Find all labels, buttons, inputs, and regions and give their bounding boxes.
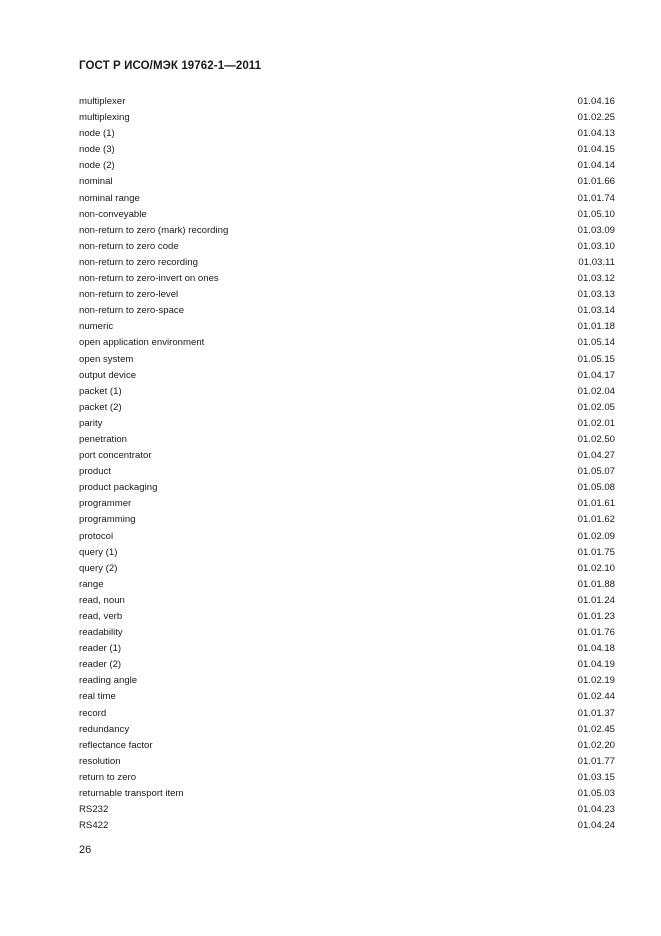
index-row <box>79 818 615 834</box>
index-code: 01.02.50 <box>577 433 615 445</box>
index-row <box>79 174 615 190</box>
index-term: protocol <box>79 530 114 542</box>
index-term: RS232 <box>79 804 109 816</box>
index-code: 01.05.08 <box>577 482 615 494</box>
index-code: 01.05.03 <box>577 788 615 800</box>
index-term: reader (2) <box>79 659 122 671</box>
index-term: parity <box>79 417 103 429</box>
index-term: real time <box>79 691 116 703</box>
index-term: non-return to zero-space <box>79 305 185 317</box>
index-code: 01.01.62 <box>577 514 615 526</box>
index-row <box>79 352 615 368</box>
index-code: 01.01.37 <box>577 707 615 719</box>
index-code: 01.03.12 <box>577 273 615 285</box>
index-term: RS422 <box>79 820 109 832</box>
index-term: readability <box>79 627 123 639</box>
index-code: 01.01.24 <box>577 594 615 606</box>
index-code: 01.02.25 <box>577 112 615 124</box>
index-row <box>79 657 615 673</box>
index-row <box>79 512 615 528</box>
index-code: 01.01.75 <box>577 546 615 558</box>
index-row <box>79 706 615 722</box>
index-row <box>79 480 615 496</box>
index-code: 01.02.20 <box>577 739 615 751</box>
index-term: open system <box>79 353 134 365</box>
index-term: reflectance factor <box>79 739 153 751</box>
index-term: reader (1) <box>79 643 122 655</box>
index-code: 01.03.11 <box>578 256 615 268</box>
index-term: read, verb <box>79 611 123 622</box>
index-term: query (2) <box>79 562 118 574</box>
index-row <box>79 287 615 303</box>
index-term: query (1) <box>79 546 118 558</box>
index-row <box>79 464 615 480</box>
index-row <box>79 271 615 287</box>
index-term: non-return to zero (mark) recording <box>79 224 229 236</box>
index-term: nominal range <box>79 192 140 204</box>
index-code: 01.04.18 <box>577 643 615 655</box>
index-code: 01.05.10 <box>577 208 615 220</box>
index-row <box>79 384 615 400</box>
index-code: 01.04.15 <box>577 144 615 156</box>
index-term: returnable transport item <box>79 788 184 800</box>
index-row <box>79 625 615 641</box>
term-index-list <box>79 94 615 834</box>
index-term: multiplexing <box>79 112 130 124</box>
index-code: 01.04.23 <box>577 804 615 816</box>
index-code: 01.03.14 <box>577 305 615 317</box>
index-term: node (1) <box>79 128 115 140</box>
index-term: multiplexer <box>79 96 126 107</box>
index-code: 01.03.13 <box>577 289 615 301</box>
index-term: open application environment <box>79 337 205 349</box>
index-row <box>79 94 615 110</box>
index-row <box>79 191 615 207</box>
index-term: product packaging <box>79 482 158 494</box>
index-term: packet (1) <box>79 385 122 397</box>
index-code: 01.04.14 <box>577 160 615 172</box>
index-row <box>79 319 615 335</box>
index-code: 01.04.17 <box>577 369 615 381</box>
index-row <box>79 673 615 689</box>
index-term: range <box>79 578 104 590</box>
index-code: 01.01.61 <box>577 498 615 510</box>
index-term: product <box>79 466 111 478</box>
index-term: non-return to zero-invert on ones <box>79 273 219 285</box>
index-row <box>79 335 615 351</box>
index-term: non-conveyable <box>79 208 147 220</box>
index-term: read, noun <box>79 594 125 606</box>
index-term: penetration <box>79 433 128 445</box>
index-term: numeric <box>79 321 114 333</box>
index-term: non-return to zero recording <box>79 256 198 268</box>
index-code: 01.01.74 <box>577 192 615 204</box>
index-row <box>79 255 615 271</box>
index-row <box>79 223 615 239</box>
index-code: 01.04.27 <box>577 450 615 462</box>
index-term: node (2) <box>79 160 115 172</box>
index-term: redundancy <box>79 723 130 735</box>
index-code: 01.05.15 <box>577 353 615 365</box>
index-row <box>79 722 615 738</box>
index-code: 01.01.88 <box>577 578 615 590</box>
index-code: 01.01.23 <box>577 611 615 622</box>
index-code: 01.03.10 <box>577 240 615 252</box>
index-row <box>79 303 615 319</box>
page-number: 26 <box>79 844 92 856</box>
index-code: 01.02.01 <box>577 417 615 429</box>
index-row <box>79 770 615 786</box>
index-row <box>79 802 615 818</box>
index-code: 01.02.05 <box>577 401 615 413</box>
index-code: 01.03.09 <box>577 224 615 236</box>
index-code: 01.04.19 <box>577 659 615 671</box>
index-code: 01.02.19 <box>577 675 615 687</box>
index-code: 01.05.14 <box>577 337 615 349</box>
index-row <box>79 496 615 512</box>
index-row <box>79 239 615 255</box>
index-term: resolution <box>79 755 121 767</box>
index-code: 01.02.10 <box>577 562 615 574</box>
index-term: non-return to zero-level <box>79 289 179 301</box>
index-code: 01.05.07 <box>577 466 615 478</box>
index-code: 01.04.13 <box>577 128 615 140</box>
index-code: 01.02.04 <box>577 385 615 397</box>
index-row <box>79 786 615 802</box>
index-row <box>79 448 615 464</box>
index-row <box>79 545 615 561</box>
index-term: record <box>79 707 107 719</box>
index-row <box>79 577 615 593</box>
index-term: output device <box>79 369 137 381</box>
index-row <box>79 416 615 432</box>
index-row <box>79 609 615 625</box>
index-row <box>79 561 615 577</box>
index-row <box>79 641 615 657</box>
index-row <box>79 754 615 770</box>
index-term: nominal <box>79 176 113 188</box>
index-term: non-return to zero code <box>79 240 179 252</box>
index-code: 01.01.66 <box>577 176 615 188</box>
index-row <box>79 432 615 448</box>
index-row <box>79 593 615 609</box>
index-row <box>79 158 615 174</box>
index-code: 01.03.15 <box>577 771 615 783</box>
index-term: programming <box>79 514 136 526</box>
index-row <box>79 126 615 142</box>
index-code: 01.04.16 <box>577 96 615 107</box>
index-term: return to zero <box>79 771 137 783</box>
document-header: ГОСТ Р ИСО/МЭК 19762-1—2011 <box>79 60 262 72</box>
index-term: packet (2) <box>79 401 122 413</box>
index-row <box>79 368 615 384</box>
index-code: 01.01.18 <box>577 321 615 333</box>
index-row <box>79 400 615 416</box>
index-term: port concentrator <box>79 450 152 462</box>
index-code: 01.02.09 <box>577 530 615 542</box>
index-code: 01.01.77 <box>577 755 615 767</box>
index-row <box>79 738 615 754</box>
index-code: 01.01.76 <box>577 627 615 639</box>
index-row <box>79 207 615 223</box>
index-row <box>79 529 615 545</box>
index-term: programmer <box>79 498 132 510</box>
index-code: 01.02.45 <box>577 723 615 735</box>
index-term: node (3) <box>79 144 115 156</box>
index-term: reading angle <box>79 675 138 687</box>
index-row <box>79 689 615 705</box>
index-code: 01.04.24 <box>577 820 615 832</box>
index-row <box>79 110 615 126</box>
index-code: 01.02.44 <box>577 691 615 703</box>
index-row <box>79 142 615 158</box>
